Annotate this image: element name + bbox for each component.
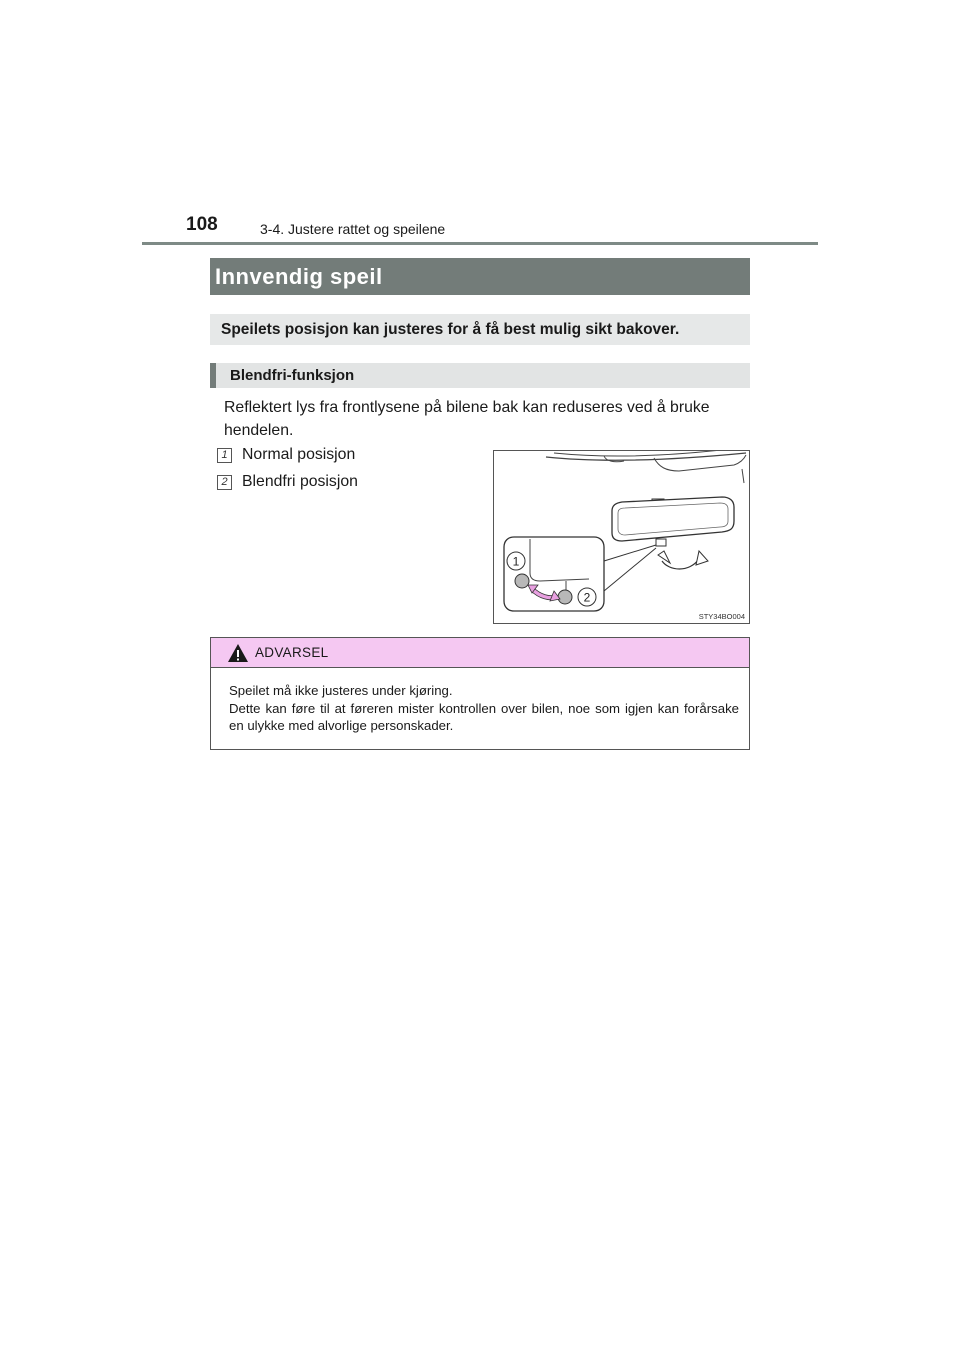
section-title-bar bbox=[210, 258, 750, 295]
warning-heading: ADVARSEL bbox=[255, 645, 329, 660]
warning-box bbox=[210, 637, 750, 750]
page-number: 108 bbox=[186, 214, 218, 235]
subsection-title: Blendfri-funksjon bbox=[230, 367, 355, 384]
mirror-illustration bbox=[493, 450, 750, 624]
callout-2: 2 bbox=[583, 590, 591, 605]
chapter-title: 3-4. Justere rattet og speilene bbox=[260, 221, 446, 237]
figure-code: STY34BO004 bbox=[698, 612, 745, 621]
item-number-badge: 2 bbox=[217, 475, 232, 490]
warning-line: Speilet må ikke justeres under kjøring. bbox=[229, 683, 453, 698]
mirror-drawing bbox=[494, 451, 749, 623]
warning-body bbox=[211, 668, 749, 735]
list-item bbox=[217, 473, 358, 491]
header-rule bbox=[142, 242, 818, 245]
warning-line: Dette kan føre til at føreren mister kontrollen over bilen, noe som igjen kan forårsake en ulykke med alvorlige personskader. bbox=[229, 700, 739, 733]
warning-header bbox=[211, 638, 749, 668]
callout-1: 1 bbox=[512, 554, 520, 569]
item-number-badge: 1 bbox=[217, 448, 232, 463]
intro-box bbox=[210, 314, 750, 345]
subsection-heading bbox=[210, 363, 750, 388]
intro-text: Speilets posisjon kan justeres for å få best mulig sikt bakover. bbox=[221, 321, 680, 338]
section-title: Innvendig speil bbox=[215, 264, 383, 289]
list-item bbox=[217, 446, 355, 464]
item-label: Normal posisjon bbox=[242, 446, 356, 463]
warning-triangle-icon bbox=[227, 643, 249, 663]
description-text: Reflektert lys fra frontlysene på bilene bak kan reduseres ved å bruke hendelen. bbox=[224, 399, 710, 439]
item-label: Blendfri posisjon bbox=[242, 473, 358, 490]
